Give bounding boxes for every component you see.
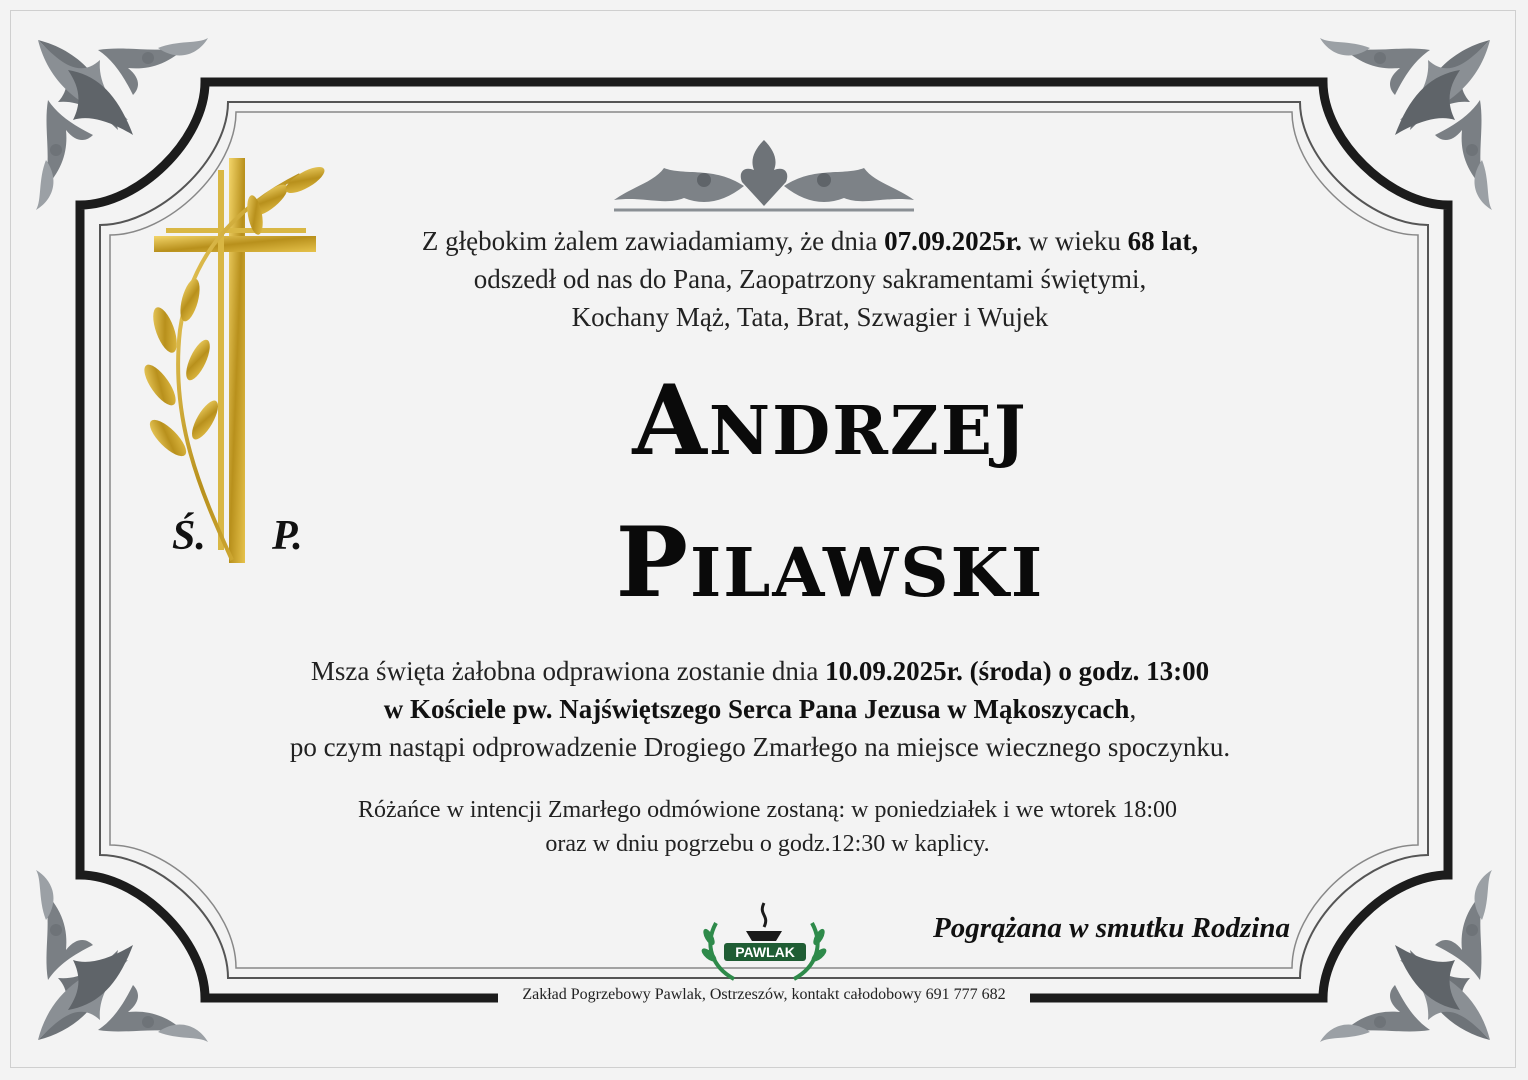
intro-line-2: odszedł od nas do Pana, Zaopatrzony sakramentami świętymi, [473,264,1147,294]
intro-line-1-b: w wieku [1021,226,1128,256]
logo-label: PAWLAK [724,943,806,961]
corner-ornament-top-left [36,38,208,210]
rosary-info [160,793,1375,861]
mass-info [160,652,1360,766]
corner-ornament-bottom-right [1320,870,1492,1042]
deceased-first-name: Andrzej [632,364,1028,477]
mass-line-1-a: Msza święta żałobna odprawiona zostanie dnia [310,656,826,686]
age: 68 lat, [1127,226,1199,256]
floral-ornament-icon [614,140,914,210]
church-name: w Kościele pw. Najświętszego Serca Pana Jezusa w Mąkoszycach [383,694,1130,724]
gold-cross-with-laurel-icon [139,158,328,563]
sp-right: P. [272,513,303,559]
intro-line-1-a: Z głębokim żalem zawiadamiamy, że dnia [421,226,885,256]
mass-line-2 [160,690,1360,728]
corner-ornament-top-right [1320,38,1492,210]
deceased-last-name: Pilawski [615,506,1045,619]
mass-line-2-comma: , [1129,694,1137,724]
death-date: 07.09.2025r. [884,226,1022,256]
sp-left: Ś. [172,513,206,559]
intro-line-1 [220,222,1400,260]
intro-line-3: Kochany Mąż, Tata, Brat, Szwagier i Wujek [571,302,1049,332]
intro-text [220,222,1400,336]
mass-line-1 [160,652,1360,690]
corner-ornament-bottom-left [36,870,208,1042]
mass-line-3: po czym nastąpi odprowadzenie Drogiego Zmarłego na miejsce wiecznego spoczynku. [289,732,1231,762]
rosary-line-1: Różańce w intencji Zmarłego odmówione zostaną: w poniedziałek i we wtorek 18:00 [357,797,1178,823]
mass-date-time: 10.09.2025r. (środa) o godz. 13:00 [825,656,1210,686]
rosary-line-2: oraz w dniu pogrzebu o godz.12:30 w kaplicy. [545,831,990,857]
family-signature: Pogrążana w smutku Rodzina [933,912,1290,944]
footer-contact: Zakład Pogrzebowy Pawlak, Ostrzeszów, kontakt całodobowy 691 777 682 [498,984,1030,1006]
